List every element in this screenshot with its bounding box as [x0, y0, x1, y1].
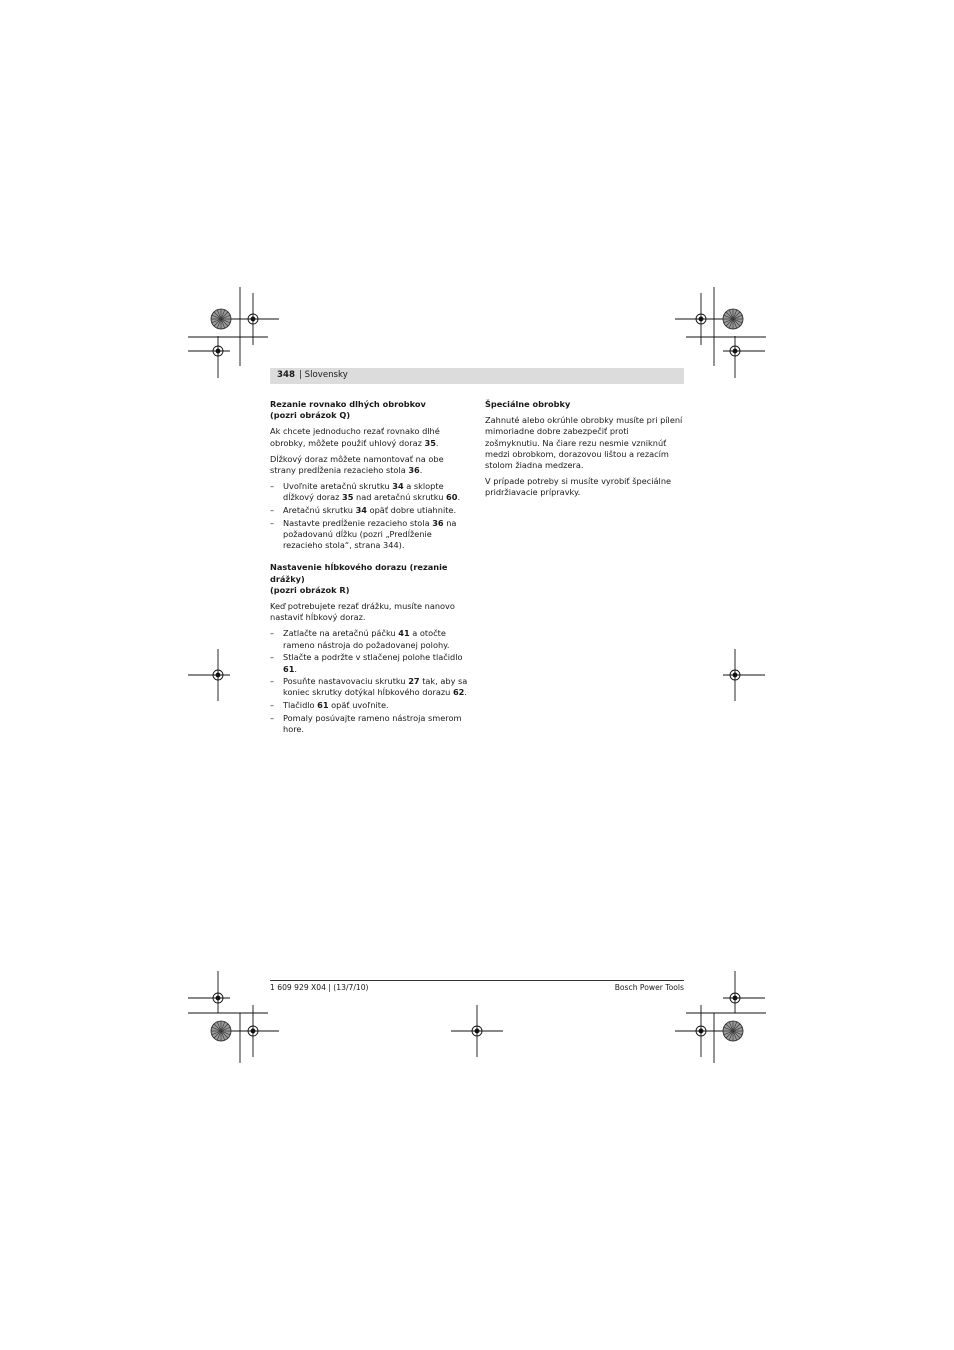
page-header — [270, 368, 684, 384]
paragraph: Dĺžkový doraz môžete namontovať na obe strany predĺženia rezacieho stola 36. — [270, 453, 444, 476]
registration-mark-icon — [723, 336, 765, 378]
footer-divider — [270, 980, 684, 981]
list-item: – Stlačte a podržte v stlačenej polohe tlačidlo 61. — [270, 652, 463, 674]
list-item: – Zatlačte na aretačnú páčku 41 a otočte rameno nástroja do požadovanej polohy. — [270, 628, 450, 650]
paragraph: Ak chcete jednoducho rezať rovnako dlhé obrobky, môžete použiť uhlový doraz 35. — [270, 426, 440, 448]
footer-brand: Bosch Power Tools — [614, 983, 684, 992]
registration-mark-icon — [723, 971, 765, 1013]
list-item: – Nastavte predĺženie rezacieho stola 36 na požadovanú dĺžku (pozri „Predĺženie rezacieho stola“, strana 344). — [270, 517, 457, 551]
list-item: – Aretačnú skrutku 34 opäť dobre utiahnite. — [270, 505, 457, 516]
list-item: – Tlačidlo 61 opäť uvoľnite. — [270, 700, 389, 711]
registration-mark-icon — [451, 1005, 503, 1057]
section-heading-equal-length: Rezanie rovnako dlhých obrobkov (pozri obrázok Q) — [270, 399, 426, 421]
star-target-icon — [211, 1021, 231, 1041]
section-heading-depth-stop: Nastavenie hĺbkového dorazu (rezanie drážky) (pozri obrázok R) — [270, 562, 448, 595]
paragraph: Keď potrebujete rezať drážku, musíte nanovo nastaviť hĺbkový doraz. — [270, 601, 455, 623]
registration-mark-icon — [723, 649, 765, 701]
registration-mark-icon — [188, 971, 230, 1013]
paragraph: Zahnuté alebo okrúhle obrobky musíte pri pílení mimoriadne dobre zabezpečiť proti zošmyknutiu. Na čiare rezu nesmie vzniknúť medzi obrobkom, dorazovou lištou a rezacím stolom žiadna medzera. — [485, 415, 683, 471]
section-heading-special-workpieces: Špeciálne obrobky — [485, 399, 571, 409]
list-item: – Uvoľnite aretačnú skrutku 34 a sklopte dĺžkový doraz 35 nad aretačnú skrutku 60. — [270, 481, 461, 503]
footer-document-number: 1 609 929 X04 | (13/7/10) — [270, 983, 369, 992]
page-number: 348 — [277, 370, 295, 380]
star-target-icon — [723, 1021, 743, 1041]
list-item: – Pomaly posúvajte rameno nástroja smerom hore. — [270, 712, 462, 735]
right-column — [485, 399, 685, 504]
section-name: | Slovensky — [299, 370, 348, 380]
star-target-icon — [723, 309, 743, 329]
registration-mark-icon — [188, 649, 230, 701]
paragraph: V prípade potreby si musíte vyrobiť špeciálne pridržiavacie prípravky. — [485, 476, 672, 498]
list-item: – Posuňte nastavovaciu skrutku 27 tak, aby sa koniec skrutky dotýkal hĺbkového dorazu 62. — [270, 676, 468, 698]
registration-mark-icon — [188, 336, 230, 378]
left-column — [270, 399, 470, 737]
star-target-icon — [211, 309, 231, 329]
